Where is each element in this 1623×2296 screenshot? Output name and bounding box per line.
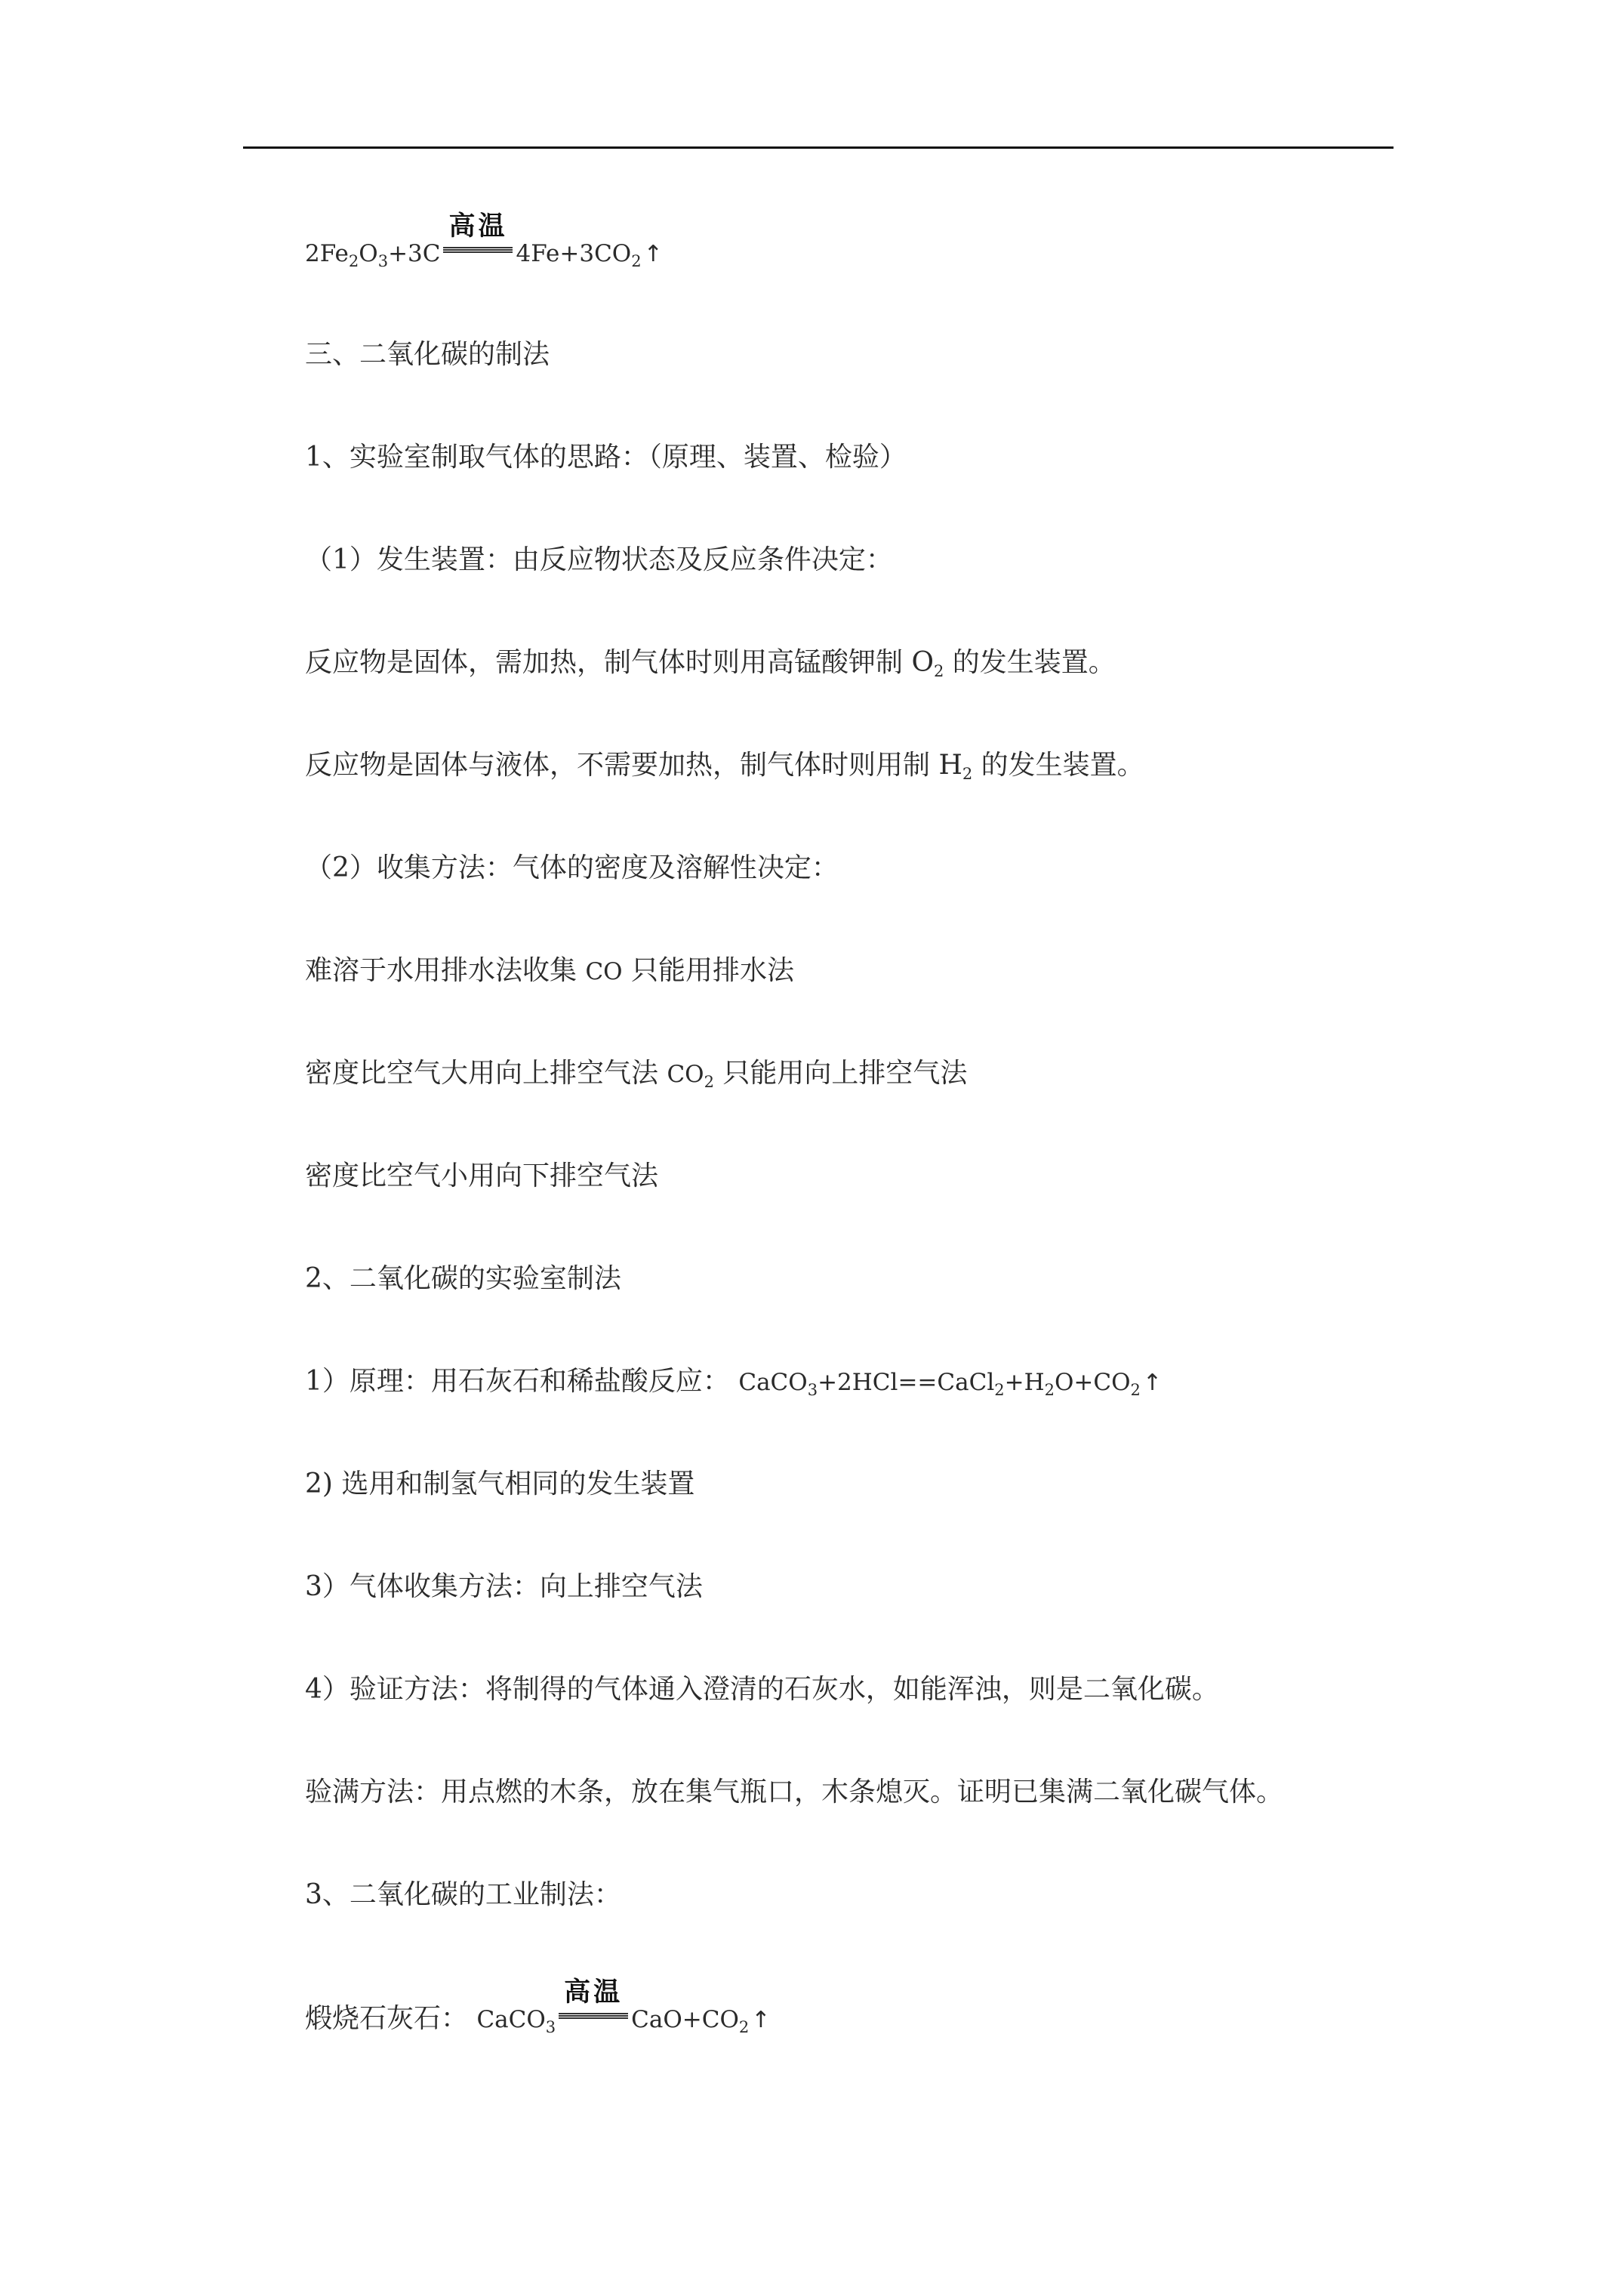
gas-arrow-icon: ↑	[751, 2007, 771, 2033]
paragraph-12: 3）气体收集方法：向上排空气法	[305, 1571, 703, 1602]
paragraph-7: 密度比空气大用向上排空气法 $CO_2$ 只能用向上排空气法	[305, 1058, 968, 1091]
paragraph-14: 验满方法：用点燃的木条，放在集气瓶口，木条熄灭。证明已集满二氧化碳气体。	[305, 1777, 1284, 1808]
paragraph-6: 难溶于水用排水法收集 CO 只能用排水法	[305, 955, 795, 986]
paragraph-16: 煅烧石灰石： CaCO$_3$ 高温 $CaO+CO_2$ ↑	[305, 1977, 771, 2036]
paragraph-1: 1、实验室制取气体的思路：（原理、装置、检验）	[305, 442, 907, 473]
gas-arrow-icon: ↑	[643, 241, 663, 267]
gas-arrow-icon: ↑	[1142, 1370, 1163, 1396]
paragraph-4: 反应物是固体与液体，不需要加热，制气体时则用制 $H_2$ 的发生装置。	[305, 750, 1144, 783]
equation-iron-oxide-reduction	[305, 211, 663, 278]
paragraph-13: 4）验证方法：将制得的气体通入澄清的石灰水，如能浑浊，则是二氧化碳。	[305, 1674, 1219, 1705]
paragraph-10: 1）原理：用石灰石和稀盐酸反应： $CaCO_3+2HCl==CaCl_2+H_2O+CO_2$ ↑	[305, 1366, 1163, 1399]
products: $4Fe+3CO_2$	[516, 240, 642, 270]
reaction-condition: 高温	[556, 2002, 631, 2036]
paragraph-8: 密度比空气小用向下排空气法	[305, 1160, 659, 1191]
header-rule	[243, 146, 1394, 149]
paragraph-3: 反应物是固体，需加热，制气体时则用高锰酸钾制 $O_2$ 的发生装置。	[305, 647, 1116, 680]
section-heading: 三、二氧化碳的制法	[305, 339, 550, 370]
reaction-condition: 高温	[440, 236, 516, 270]
paragraph-11: 2) 选用和制氢气相同的发生装置	[305, 1469, 695, 1499]
paragraph-15: 3、二氧化碳的工业制法：	[305, 1879, 621, 1910]
paragraph-9: 2、二氧化碳的实验室制法	[305, 1263, 621, 1294]
reactants: $2Fe_2O_3+3C$	[305, 240, 441, 270]
paragraph-2: （1）发生装置：由反应物状态及反应条件决定：	[305, 544, 893, 575]
paragraph-5: （2）收集方法：气体的密度及溶解性决定：	[305, 852, 839, 883]
